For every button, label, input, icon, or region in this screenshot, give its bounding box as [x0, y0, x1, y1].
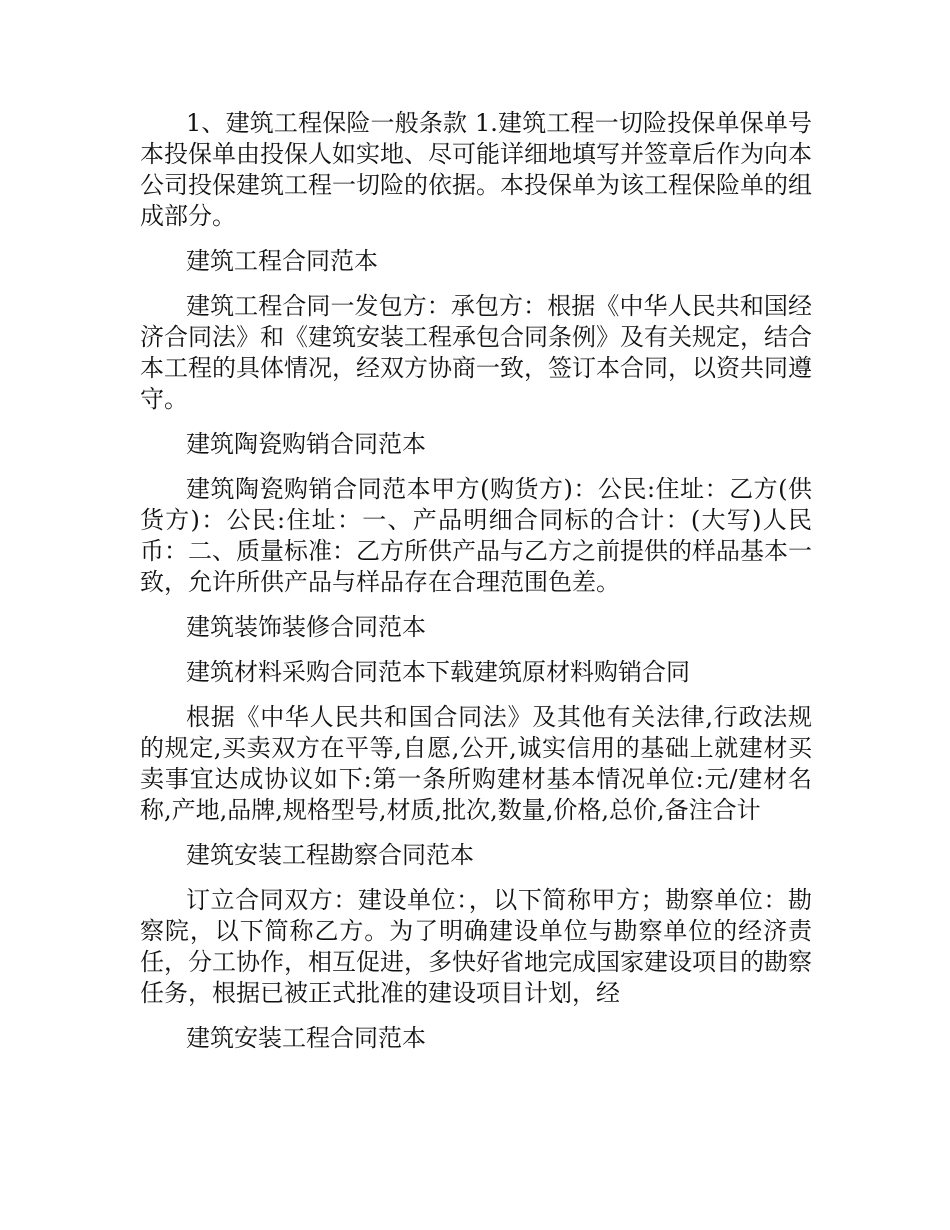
heading-decoration-contract: 建筑装饰装修合同范本: [186, 613, 426, 641]
paragraph-construction-contract: 建筑工程合同一发包方：承包方：根据《中华人民共和国经济合同法》和《建筑安装工程承包合同条例》及有关规定，结合本工程的具体情况，经双方协商一致，签订本合同，以资共同遵守。: [140, 292, 812, 413]
document-body: [140, 108, 812, 1068]
heading-materials-contract: 建筑材料采购合同范本下载建筑原材料购销合同: [186, 658, 690, 686]
paragraph-insurance-terms: 1、建筑工程保险一般条款 1.建筑工程一切险投保单保单号本投保单由投保人如实地、尽可能详细地填写并签章后作为向本公司投保建筑工程一切险的依据。本投保单为该工程保险单的组成部分。: [140, 109, 812, 230]
heading-survey-contract: 建筑安装工程勘察合同范本: [186, 841, 474, 869]
heading-installation-contract: 建筑安装工程合同范本: [186, 1024, 426, 1052]
paragraph-materials-contract: 根据《中华人民共和国合同法》及其他有关法律,行政法规的规定,买卖双方在平等,自愿,公开,诚实信用的基础上就建材买卖事宜达成协议如下:第一条所购建材基本情况单位:元/建材名称,产地,品牌,规格型号,材质,批次,数量,价格,总价,备注合计: [140, 703, 812, 824]
heading-construction-contract: 建筑工程合同范本: [186, 247, 378, 275]
paragraph-survey-contract: 订立合同双方：建设单位：，以下简称甲方；勘察单位：勘察院，以下简称乙方。为了明确建设单位与勘察单位的经济责任，分工协作，相互促进，多快好省地完成国家建设项目的勘察任务，根据已被正式批准的建设项目计划，经: [140, 886, 812, 1007]
paragraph-ceramics-contract: 建筑陶瓷购销合同范本甲方(购货方)：公民:住址：乙方(供货方)：公民:住址：一、产品明细合同标的合计：(大写)人民币：二、质量标准：乙方所供产品与乙方之前提供的样品基本一致，允许所供产品与样品存在合理范围色差。: [140, 475, 812, 596]
heading-ceramics-contract: 建筑陶瓷购销合同范本: [186, 430, 426, 458]
